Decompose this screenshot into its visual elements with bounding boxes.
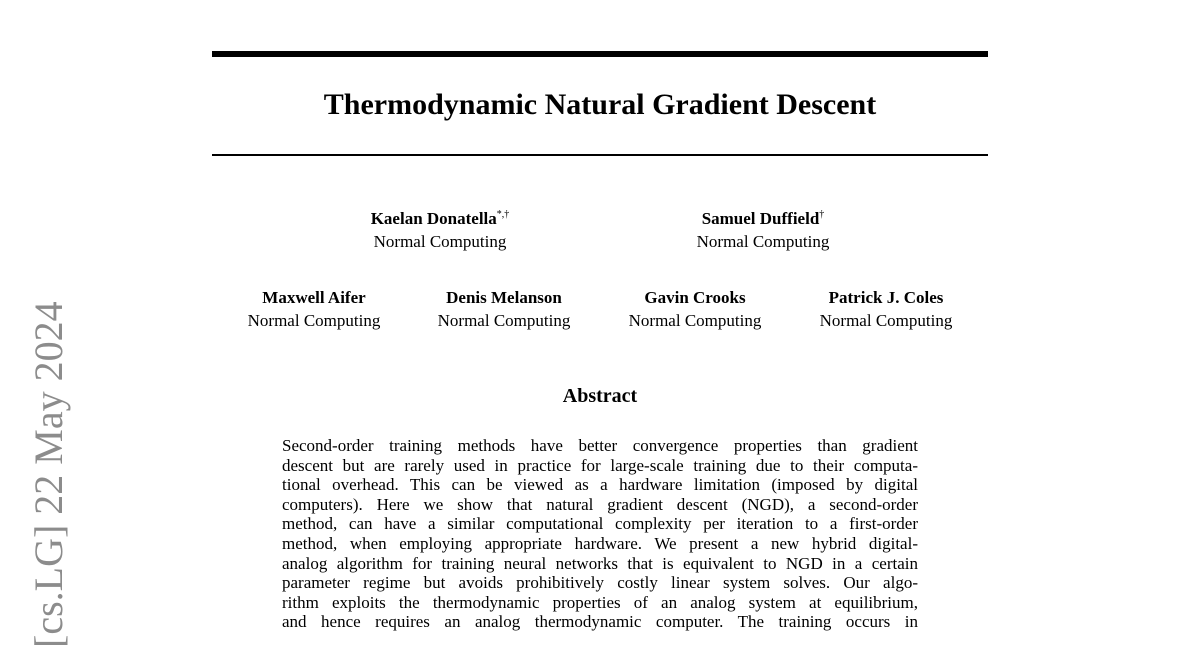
author-block — [248, 286, 381, 332]
abstract-heading: Abstract — [562, 385, 638, 407]
author-name: Kaelan Donatella — [370, 209, 497, 228]
abstract-line: analog algorithm for training neural networks that is equivalent to NGD in a certain — [282, 553, 918, 573]
paper-title: Thermodynamic Natural Gradient Descent — [323, 88, 877, 121]
abstract-line: parameter regime but avoids prohibitively costly linear system solves. Our algo- — [282, 573, 918, 593]
abstract-line: method, when employing appropriate hardware. We present a new hybrid digital- — [282, 533, 918, 553]
author-name: Gavin Crooks — [644, 288, 746, 307]
arxiv-stamp: [cs.LG] 22 May 2024 — [26, 301, 71, 648]
author-name: Samuel Duffield — [701, 209, 820, 228]
author-name: Patrick J. Coles — [828, 288, 944, 307]
author-name: Maxwell Aifer — [262, 288, 366, 307]
title-rule — [212, 154, 988, 156]
author-affiliation: Normal Computing — [628, 311, 762, 330]
author-block — [697, 207, 830, 253]
abstract-line: computers). Here we show that natural gradient descent (NGD), a second-order — [282, 494, 918, 514]
abstract-line: method, can have a similar computational complexity per iteration to a first-order — [282, 514, 918, 534]
author-affiliation: Normal Computing — [696, 232, 830, 251]
author-block — [820, 286, 953, 332]
author-marks: *,† — [496, 209, 510, 220]
abstract-line: and hence requires an analog thermodynamic computer. The training occurs in — [282, 612, 918, 632]
author-marks: † — [819, 209, 825, 220]
abstract-line: tional overhead. This can be viewed as a hardware limitation (imposed by digital — [282, 475, 918, 495]
top-rule — [212, 51, 988, 57]
author-affiliation: Normal Computing — [373, 232, 507, 251]
author-affiliation: Normal Computing — [819, 311, 953, 330]
abstract-body — [282, 436, 918, 632]
author-block — [371, 207, 510, 253]
author-affiliation: Normal Computing — [437, 311, 571, 330]
author-name: Denis Melanson — [446, 288, 562, 307]
abstract-line: Second-order training methods have better convergence properties than gradient — [282, 436, 918, 455]
author-block — [629, 286, 762, 332]
abstract-line: descent but are rarely used in practice for large-scale training due to their computa- — [282, 455, 918, 475]
author-block — [438, 286, 571, 332]
author-affiliation: Normal Computing — [247, 311, 381, 330]
abstract-line: rithm exploits the thermodynamic properties of an analog system at equilibrium, — [282, 592, 918, 612]
